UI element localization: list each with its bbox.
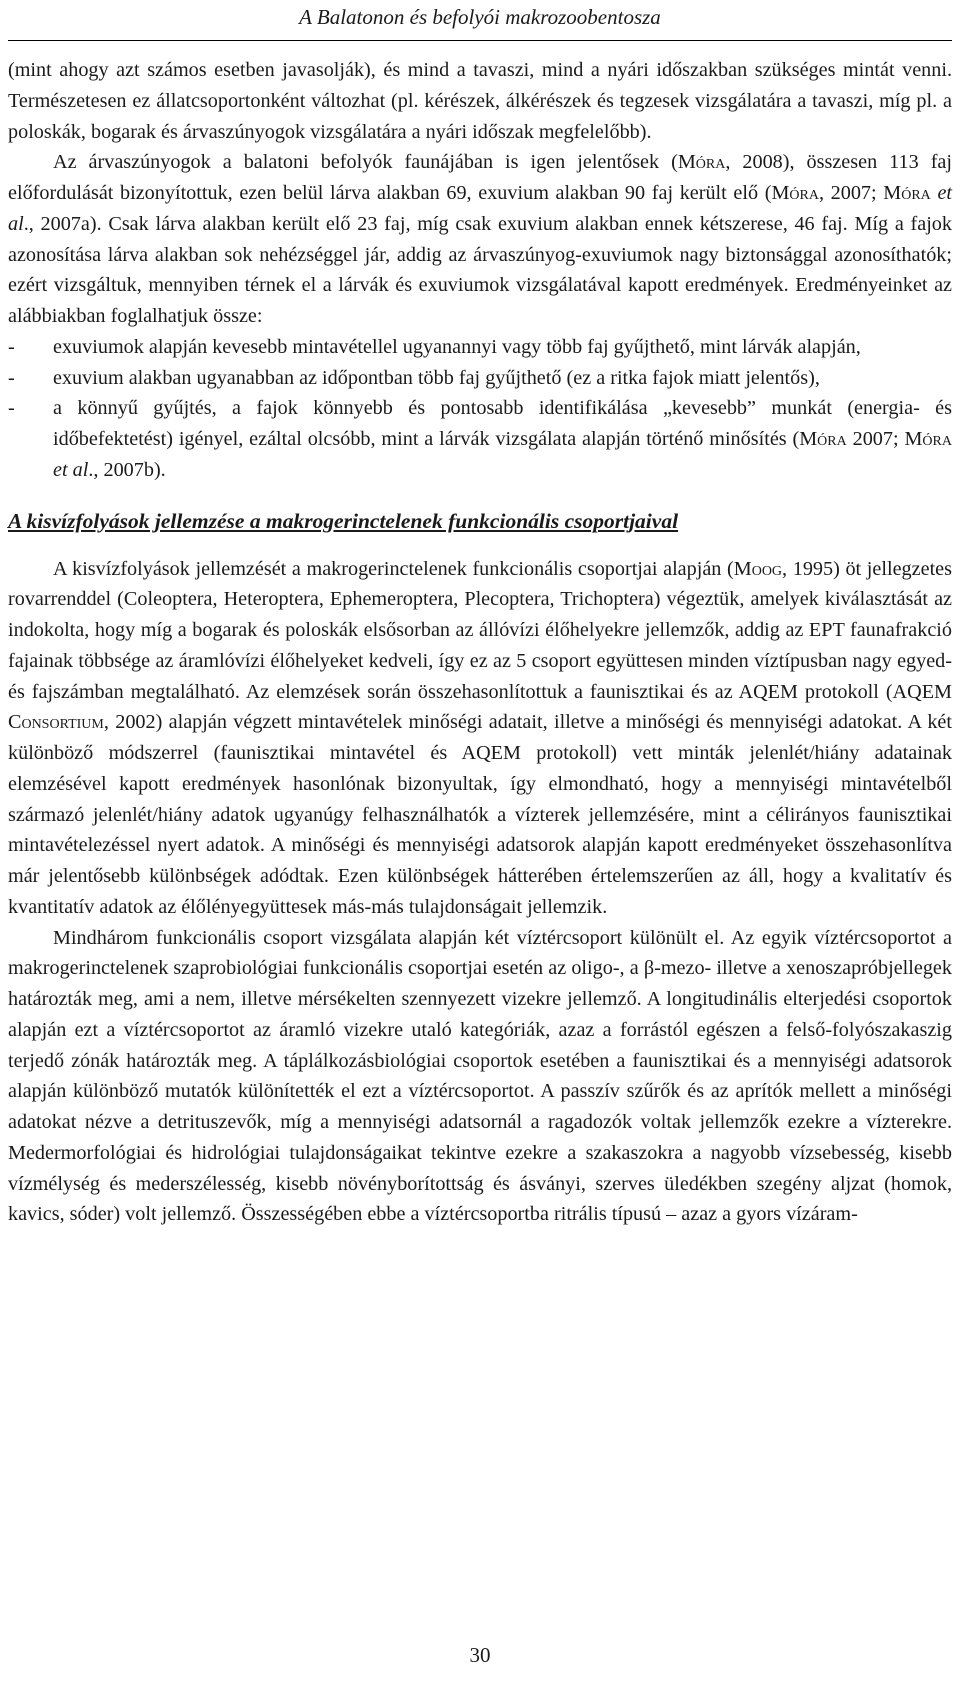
list-dash: - bbox=[8, 397, 15, 420]
list-item-text: ., 2007b). bbox=[88, 458, 166, 481]
author-name: Móra bbox=[883, 182, 931, 204]
et-al: et al bbox=[8, 182, 953, 235]
list-dash: - bbox=[8, 335, 15, 358]
list-item-text: a könnyű gyűjtés, a fajok könnyebb és pontosabb identifikálása „kevesebb” munkát (energia- és időbefektetést) igényel, ezáltal olcsóbb, mint a lárvák vizsgálata alapján történő minősítés ( bbox=[53, 397, 952, 450]
author-name: Moog bbox=[733, 557, 783, 580]
paragraph-functional-groups: Mindhárom funkcionális csoport vizsgálata alapján két víztércsoport különült el. Az egyik víztércsoportot a makrogerinctelenek szaprobiológiai funkcionális csoportjai esetén az oligo-, a β-mezo- illetve a xenoszapróbjellegek határozták meg, ami a nem, illetve mérsékelten szennyezett vizekre jellemző. A longitudinális elterjedési csoportok alapján ezt a víztércsoportot az áramló vizekre utaló kategóriák, azaz a forrástól egészen a felső-folyószakaszig terjedő zónák határozták meg. A táplálkozásbiológiai csoportok esetében a faunisztikai és a mennyiségi adatsorok alapján különböző mutatók különítették el ezt a víztércsoportot. A passzív szűrők és az aprítók mellett a minőségi adatokat nézve a detrituszevők, míg a mennyiségi adatsornál a ragadozók voltak jellemzők ezekre a vízterekre. Medermorfológiai és hidrológiai tulajdonságaikat tekintve ezekre a szakaszokra a nagyobb vízsebesség, kisebb vízmélység és mederszélesség, kisebb növényborítottság és ásványi, szerves üledékben szegény aljzat (homok, kavics, sóder) volt jellemző. Összességében ebbe a víztércsoportba ritrális típusú – azaz a gyors vízáram- bbox=[8, 926, 952, 1226]
list-item-text: exuviumok alapján kevesebb mintavétellel ugyanannyi vagy több faj gyűjthető, mint lárvák alapján, bbox=[53, 335, 861, 358]
author-name: Consortium bbox=[8, 711, 104, 734]
text-span: , 2008), összesen 113 faj előfordulását bizonyítottuk, ezen belül lárva alakban 69, exuvium alakban 90 faj került elő ( bbox=[8, 151, 952, 204]
list-item-text: exuvium alakban ugyanabban az időpontban több faj gyűjthető (ez a ritka fajok miatt jelentős), bbox=[53, 366, 820, 389]
page-body bbox=[8, 55, 952, 1230]
paragraph-small-streams bbox=[8, 554, 952, 923]
list-dash: - bbox=[8, 366, 15, 389]
author-name: Móra bbox=[677, 151, 726, 174]
list-item bbox=[8, 393, 952, 485]
author-name: Móra bbox=[771, 182, 819, 204]
paragraph-chironomids bbox=[8, 147, 952, 332]
author-name: Móra bbox=[904, 428, 952, 450]
text-span: ., 2007a). Csak lárva alakban került elő 23 faj, míg csak exuvium alakban ennek kétszerese, 46 faj. Míg a fajok azonosítása lárva alakban sok nehézséggel jár, addig az árvaszúnyog-exuviumok nagy biztonsággal azonosíthatók; ezért vizsgáltuk, mennyiben térnek el a lárvák és exuviumok vizsgálatával kapott eredmények. Eredményeinket az alábbiakban foglalhatjuk össze: bbox=[8, 212, 952, 327]
text-span: , 2002) alapján végzett mintavételek minőségi adatait, illetve a minőségi és mennyiségi adatokat. A két különböző módszerrel (faunisztikai mintavétel és AQEM protokoll) vett minták jelenlét/hiány adatainak elemzésével kapott eredmények hasonlónak bizonyultak, így elmondható, hogy a mennyiségi mintavételből származó jelenlét/hiány adatok ugyanúgy felhasználhatók a vízterek jellemzésére, mint a célirányos faunisztikai mintavételezéssel nyert adatok. A minőségi és mennyiségi adatsorok alapján kapott eredményeket összehasonlítva már jelentősebb különbségek adódtak. Ezen különbségek hátterében értelemszerűen az áll, hogy a kvalitatív és kvantitatív adatok az élőlényegyüttesek más-más tulajdonságait jellemzik. bbox=[8, 711, 952, 918]
list-item bbox=[8, 332, 952, 363]
author-name: Móra bbox=[799, 428, 847, 450]
header-rule bbox=[8, 40, 952, 41]
results-list bbox=[8, 332, 952, 486]
text-span: Az árvaszúnyogok a balatoni befolyók faunájában is igen jelentősek ( bbox=[53, 151, 678, 174]
page-number: 30 bbox=[469, 1643, 491, 1667]
list-item-text: 2007; bbox=[846, 428, 905, 450]
text-span: , 2007; bbox=[818, 182, 884, 204]
section-heading: A kisvízfolyások jellemzése a makrogerinctelenek funkcionális csoportjaival bbox=[8, 508, 679, 533]
running-header: A Balatonon és befolyói makrozoobentosza bbox=[299, 5, 661, 29]
text-span: A kisvízfolyások jellemzését a makrogerinctelenek funkcionális csoportjai alapján ( bbox=[53, 557, 734, 580]
list-item bbox=[8, 363, 952, 394]
text-span: , 1995) öt jellegzetes rovarrenddel (Coleoptera, Heteroptera, Ephemeroptera, Plecoptera, Trichoptera) végeztük, amelyek kiválasztását az indokolta, hogy míg a bogarak és poloskák elsősorban az állóvízi élőhelyekre jellemzők, addig az EPT faunafrakció fajainak többsége az áramlóvízi élőhelyeket kedveli, így ez az 5 csoport együttesen minden víztípusban nagy egyed- és fajszámban megtalálható. Az elemzések során összehasonlítottuk a faunisztikai és az AQEM protokoll (AQEM bbox=[8, 557, 952, 703]
et-al: et al bbox=[53, 458, 89, 481]
paragraph-intro: (mint ahogy azt számos esetben javasolják), és mind a tavaszi, mind a nyári időszakban szükséges mintát venni. Természetesen ez állatcsoportonként változhat (pl. kérészek, álkérészek és tegzesek vizsgálatára a tavaszi, míg pl. a poloskák, bogarak és árvaszúnyogok vizsgálatára a nyári időszak megfelelőbb). bbox=[8, 59, 952, 143]
